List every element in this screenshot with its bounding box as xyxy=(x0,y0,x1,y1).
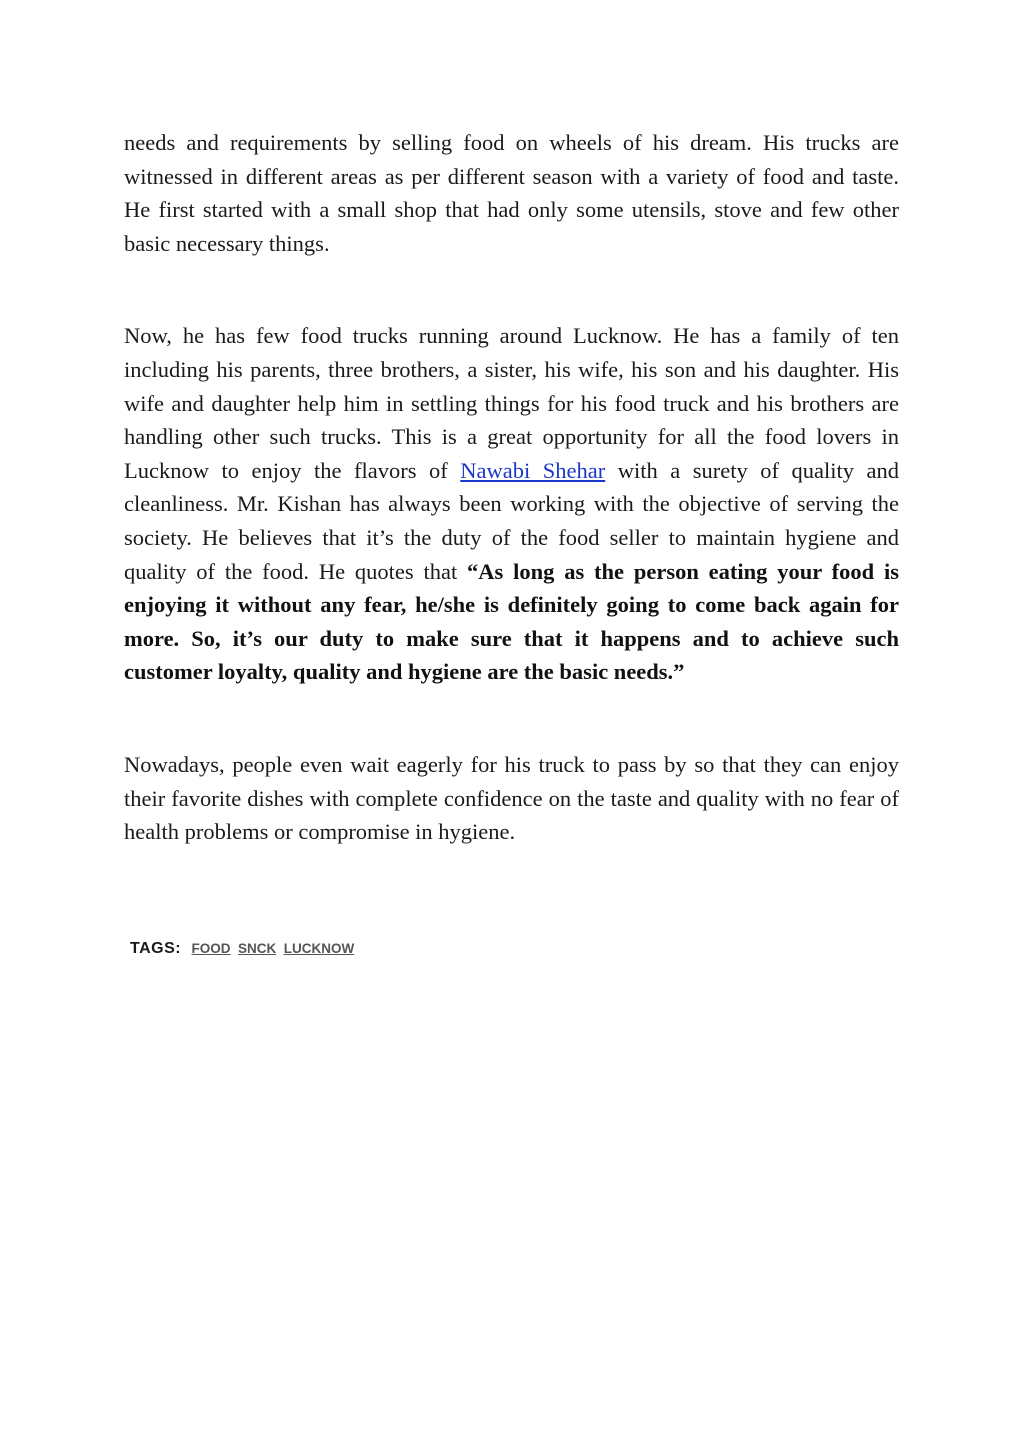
tags-row xyxy=(130,940,354,958)
tag-lucknow-link[interactable]: LUCKNOW xyxy=(283,941,355,956)
paragraph-3: Nowadays, people even wait eagerly for his truck to pass by so that they can enjoy their favorite dishes with complete confidence on the taste and quality with no fear of health problems or compromise in hygiene. xyxy=(124,751,899,845)
tag-snck-link[interactable]: SNCK xyxy=(238,941,277,956)
paragraph-2-text-before-link: Now, he has few food trucks running around Lucknow. He has a family of ten including his parents, three brothers, a sister, his wife, his son and his daughter. His wife and daughter help him in settling things for his food truck and his brothers are handling other such trucks. This is a great opportunity for all the food lovers in Lucknow to enjoy the flavors of xyxy=(124,323,899,483)
kishan-quote: “As long as the person eating your food is enjoying it without any fear, he/she is definitely going to come back again for more. So, it’s our duty to make sure that it happens and to achieve such customer loyalty, quality and hygiene are the basic needs.” xyxy=(124,558,899,685)
paragraph-2-text-after-link: with a surety of quality and cleanliness. Mr. Kishan has always been working with the objective of serving the society. He believes that it’s the duty of the food seller to maintain hygiene and quality of the food. He quotes that xyxy=(124,457,900,584)
paragraph-1: needs and requirements by selling food on wheels of his dream. His trucks are witnessed in different areas as per different season with a variety of food and taste. He first started with a small shop that had only some utensils, stove and few other basic necessary things. xyxy=(124,130,899,256)
paragraph-2 xyxy=(124,319,899,689)
nawabi-shehar-link[interactable]: Nawabi Shehar xyxy=(460,457,606,483)
article-body xyxy=(124,126,899,849)
tags-label: TAGS: xyxy=(130,940,182,957)
tag-food-link[interactable]: FOOD xyxy=(191,941,231,956)
